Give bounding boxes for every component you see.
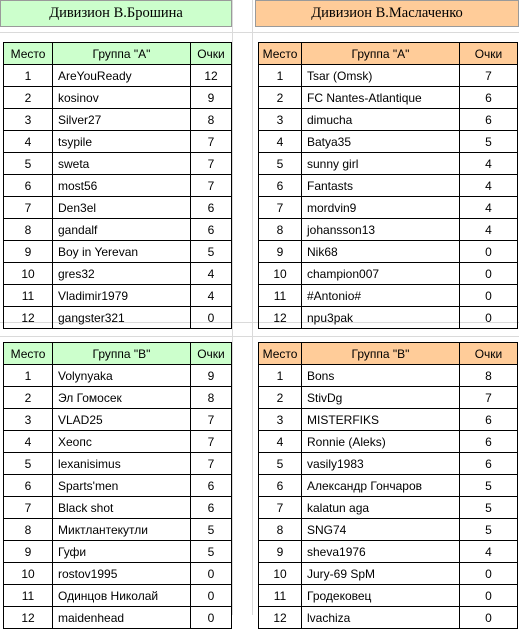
place-cell: 3 (259, 409, 302, 431)
table-row (4, 175, 232, 197)
points-cell: 7 (191, 153, 232, 175)
standings-table-left-group-b (3, 342, 232, 629)
place-cell: 4 (259, 431, 302, 453)
place-cell: 5 (4, 153, 53, 175)
table-row (259, 541, 518, 563)
points-cell: 6 (460, 431, 518, 453)
place-cell: 3 (4, 109, 53, 131)
division-title-left: Дивизион В.Брошина (0, 0, 232, 27)
table-row (4, 497, 232, 519)
points-cell: 0 (191, 607, 232, 629)
team-name-cell: Silver27 (53, 109, 191, 131)
team-name-cell: Jury-69 SpM (302, 563, 460, 585)
header-place: Место (259, 343, 302, 365)
points-cell: 9 (191, 365, 232, 387)
points-cell: 5 (191, 241, 232, 263)
points-cell: 4 (460, 541, 518, 563)
place-cell: 2 (259, 387, 302, 409)
table-row (4, 307, 232, 329)
table-row (4, 109, 232, 131)
points-cell: 0 (191, 307, 232, 329)
place-cell: 9 (4, 241, 53, 263)
table-row (259, 497, 518, 519)
points-cell: 4 (191, 285, 232, 307)
points-cell: 5 (460, 497, 518, 519)
header-points: Очки (460, 43, 518, 65)
place-cell: 7 (4, 197, 53, 219)
points-cell: 6 (191, 219, 232, 241)
header-points: Очки (460, 343, 518, 365)
place-cell: 1 (259, 65, 302, 87)
table-row (259, 131, 518, 153)
points-cell: 4 (460, 219, 518, 241)
points-cell: 0 (191, 563, 232, 585)
table-row (259, 153, 518, 175)
table-row (259, 285, 518, 307)
points-cell: 5 (191, 519, 232, 541)
place-cell: 10 (4, 563, 53, 585)
table-row (4, 607, 232, 629)
table-row (4, 219, 232, 241)
table-row (4, 263, 232, 285)
place-cell: 5 (4, 453, 53, 475)
points-cell: 6 (460, 453, 518, 475)
points-cell: 7 (191, 453, 232, 475)
place-cell: 7 (259, 497, 302, 519)
team-name-cell: lexanisimus (53, 453, 191, 475)
table-row (259, 585, 518, 607)
table-row (4, 285, 232, 307)
team-name-cell: SNG74 (302, 519, 460, 541)
place-cell: 2 (4, 87, 53, 109)
table-row (259, 431, 518, 453)
table-row (4, 431, 232, 453)
table-row (259, 109, 518, 131)
team-name-cell: #Antonio# (302, 285, 460, 307)
team-name-cell: gandalf (53, 219, 191, 241)
table-header-row (4, 43, 232, 65)
table-header-row (259, 43, 518, 65)
table-row (4, 387, 232, 409)
team-name-cell: Fantasts (302, 175, 460, 197)
team-name-cell: Boy in Yerevan (53, 241, 191, 263)
team-name-cell: npu3pak (302, 307, 460, 329)
team-name-cell: MISTERFIKS (302, 409, 460, 431)
table-header-row (259, 343, 518, 365)
standings-table-left-group-a (3, 42, 232, 329)
team-name-cell: Sparts'men (53, 475, 191, 497)
place-cell: 11 (4, 585, 53, 607)
points-cell: 7 (191, 409, 232, 431)
team-name-cell: Vladimir1979 (53, 285, 191, 307)
points-cell: 0 (460, 563, 518, 585)
place-cell: 1 (259, 365, 302, 387)
team-name-cell: johansson13 (302, 219, 460, 241)
points-cell: 7 (460, 387, 518, 409)
points-cell: 6 (191, 497, 232, 519)
place-cell: 10 (259, 563, 302, 585)
place-cell: 11 (259, 585, 302, 607)
team-name-cell: Одинцов Николай (53, 585, 191, 607)
place-cell: 3 (4, 409, 53, 431)
table-row (4, 241, 232, 263)
points-cell: 6 (460, 409, 518, 431)
points-cell: 4 (460, 153, 518, 175)
place-cell: 8 (259, 219, 302, 241)
table-row (4, 365, 232, 387)
table-row (259, 307, 518, 329)
place-cell: 9 (259, 241, 302, 263)
points-cell: 0 (460, 263, 518, 285)
points-cell: 0 (191, 585, 232, 607)
team-name-cell: mordvin9 (302, 197, 460, 219)
table-header-row (4, 343, 232, 365)
points-cell: 0 (460, 307, 518, 329)
team-name-cell: Tsar (Omsk) (302, 65, 460, 87)
team-name-cell: Bons (302, 365, 460, 387)
division-title-right: Дивизион В.Маслаченко (255, 0, 519, 27)
header-points: Очки (191, 43, 232, 65)
points-cell: 7 (191, 431, 232, 453)
team-name-cell: gres32 (53, 263, 191, 285)
table-row (4, 519, 232, 541)
table-row (4, 453, 232, 475)
place-cell: 5 (259, 453, 302, 475)
header-group: Группа "А" (302, 43, 460, 65)
grid-column-line (252, 0, 253, 615)
table-row (259, 475, 518, 497)
team-name-cell: tsypile (53, 131, 191, 153)
points-cell: 4 (460, 175, 518, 197)
table-row (4, 153, 232, 175)
team-name-cell: champion007 (302, 263, 460, 285)
place-cell: 7 (259, 197, 302, 219)
table-row (259, 175, 518, 197)
team-name-cell: Гродековец (302, 585, 460, 607)
place-cell: 4 (259, 131, 302, 153)
team-name-cell: Эл Гомосек (53, 387, 191, 409)
header-group: Группа "B" (53, 343, 191, 365)
table-row (4, 475, 232, 497)
table-row (259, 263, 518, 285)
team-name-cell: Ronnie (Aleks) (302, 431, 460, 453)
table-row (259, 607, 518, 629)
points-cell: 4 (460, 197, 518, 219)
place-cell: 12 (259, 307, 302, 329)
header-place: Место (4, 43, 53, 65)
points-cell: 12 (191, 65, 232, 87)
points-cell: 8 (191, 109, 232, 131)
points-cell: 0 (460, 285, 518, 307)
standings-table-right-group-a (258, 42, 518, 329)
place-cell: 1 (4, 365, 53, 387)
points-cell: 7 (191, 175, 232, 197)
team-name-cell: Black shot (53, 497, 191, 519)
place-cell: 12 (4, 307, 53, 329)
place-cell: 4 (4, 431, 53, 453)
table-row (4, 585, 232, 607)
place-cell: 6 (4, 175, 53, 197)
team-name-cell: Хеопс (53, 431, 191, 453)
place-cell: 2 (4, 387, 53, 409)
team-name-cell: FC Nantes-Atlantique (302, 87, 460, 109)
table-row (4, 409, 232, 431)
place-cell: 11 (4, 285, 53, 307)
points-cell: 6 (191, 197, 232, 219)
table-row (259, 519, 518, 541)
team-name-cell: StivDg (302, 387, 460, 409)
header-place: Место (259, 43, 302, 65)
place-cell: 6 (259, 175, 302, 197)
header-group: Группа "А" (53, 43, 191, 65)
table-row (4, 541, 232, 563)
table-row (259, 409, 518, 431)
place-cell: 9 (4, 541, 53, 563)
place-cell: 10 (259, 263, 302, 285)
team-name-cell: dimucha (302, 109, 460, 131)
points-cell: 6 (460, 87, 518, 109)
place-cell: 9 (259, 541, 302, 563)
team-name-cell: Volynyaka (53, 365, 191, 387)
points-cell: 5 (460, 475, 518, 497)
team-name-cell: Александр Гончаров (302, 475, 460, 497)
team-name-cell: Den3el (53, 197, 191, 219)
points-cell: 9 (191, 87, 232, 109)
table-row (259, 241, 518, 263)
table-row (4, 65, 232, 87)
standings-table-right-group-b (258, 342, 518, 629)
team-name-cell: Гуфи (53, 541, 191, 563)
place-cell: 7 (4, 497, 53, 519)
team-name-cell: sweta (53, 153, 191, 175)
team-name-cell: most56 (53, 175, 191, 197)
points-cell: 5 (460, 131, 518, 153)
place-cell: 4 (4, 131, 53, 153)
table-row (4, 563, 232, 585)
team-name-cell: kalatun aga (302, 497, 460, 519)
table-row (259, 87, 518, 109)
table-row (259, 365, 518, 387)
team-name-cell: gangster321 (53, 307, 191, 329)
place-cell: 10 (4, 263, 53, 285)
table-row (259, 453, 518, 475)
points-cell: 8 (460, 365, 518, 387)
table-row (259, 65, 518, 87)
points-cell: 5 (191, 541, 232, 563)
header-group: Группа "B" (302, 343, 460, 365)
place-cell: 3 (259, 109, 302, 131)
table-row (259, 197, 518, 219)
points-cell: 8 (191, 387, 232, 409)
points-cell: 0 (460, 241, 518, 263)
place-cell: 6 (259, 475, 302, 497)
place-cell: 8 (4, 219, 53, 241)
table-row (259, 387, 518, 409)
points-cell: 0 (460, 607, 518, 629)
place-cell: 12 (4, 607, 53, 629)
table-row (259, 563, 518, 585)
points-cell: 6 (460, 109, 518, 131)
team-name-cell: VLAD25 (53, 409, 191, 431)
team-name-cell: vasily1983 (302, 453, 460, 475)
points-cell: 4 (191, 263, 232, 285)
grid-column-line (232, 0, 233, 615)
header-points: Очки (191, 343, 232, 365)
place-cell: 8 (4, 519, 53, 541)
header-place: Место (4, 343, 53, 365)
place-cell: 11 (259, 285, 302, 307)
team-name-cell: lvachiza (302, 607, 460, 629)
points-cell: 6 (191, 475, 232, 497)
place-cell: 8 (259, 519, 302, 541)
place-cell: 2 (259, 87, 302, 109)
points-cell: 0 (460, 585, 518, 607)
team-name-cell: AreYouReady (53, 65, 191, 87)
grid-row-line (0, 32, 519, 33)
table-row (4, 131, 232, 153)
points-cell: 5 (460, 519, 518, 541)
place-cell: 1 (4, 65, 53, 87)
team-name-cell: sheva1976 (302, 541, 460, 563)
grid-row-line (0, 336, 519, 337)
table-row (4, 197, 232, 219)
table-row (4, 87, 232, 109)
place-cell: 6 (4, 475, 53, 497)
points-cell: 7 (460, 65, 518, 87)
team-name-cell: Batya35 (302, 131, 460, 153)
place-cell: 5 (259, 153, 302, 175)
team-name-cell: sunny girl (302, 153, 460, 175)
team-name-cell: maidenhead (53, 607, 191, 629)
team-name-cell: Миктлантекутли (53, 519, 191, 541)
team-name-cell: kosinov (53, 87, 191, 109)
team-name-cell: rostov1995 (53, 563, 191, 585)
table-row (259, 219, 518, 241)
place-cell: 12 (259, 607, 302, 629)
points-cell: 7 (191, 131, 232, 153)
team-name-cell: Nik68 (302, 241, 460, 263)
